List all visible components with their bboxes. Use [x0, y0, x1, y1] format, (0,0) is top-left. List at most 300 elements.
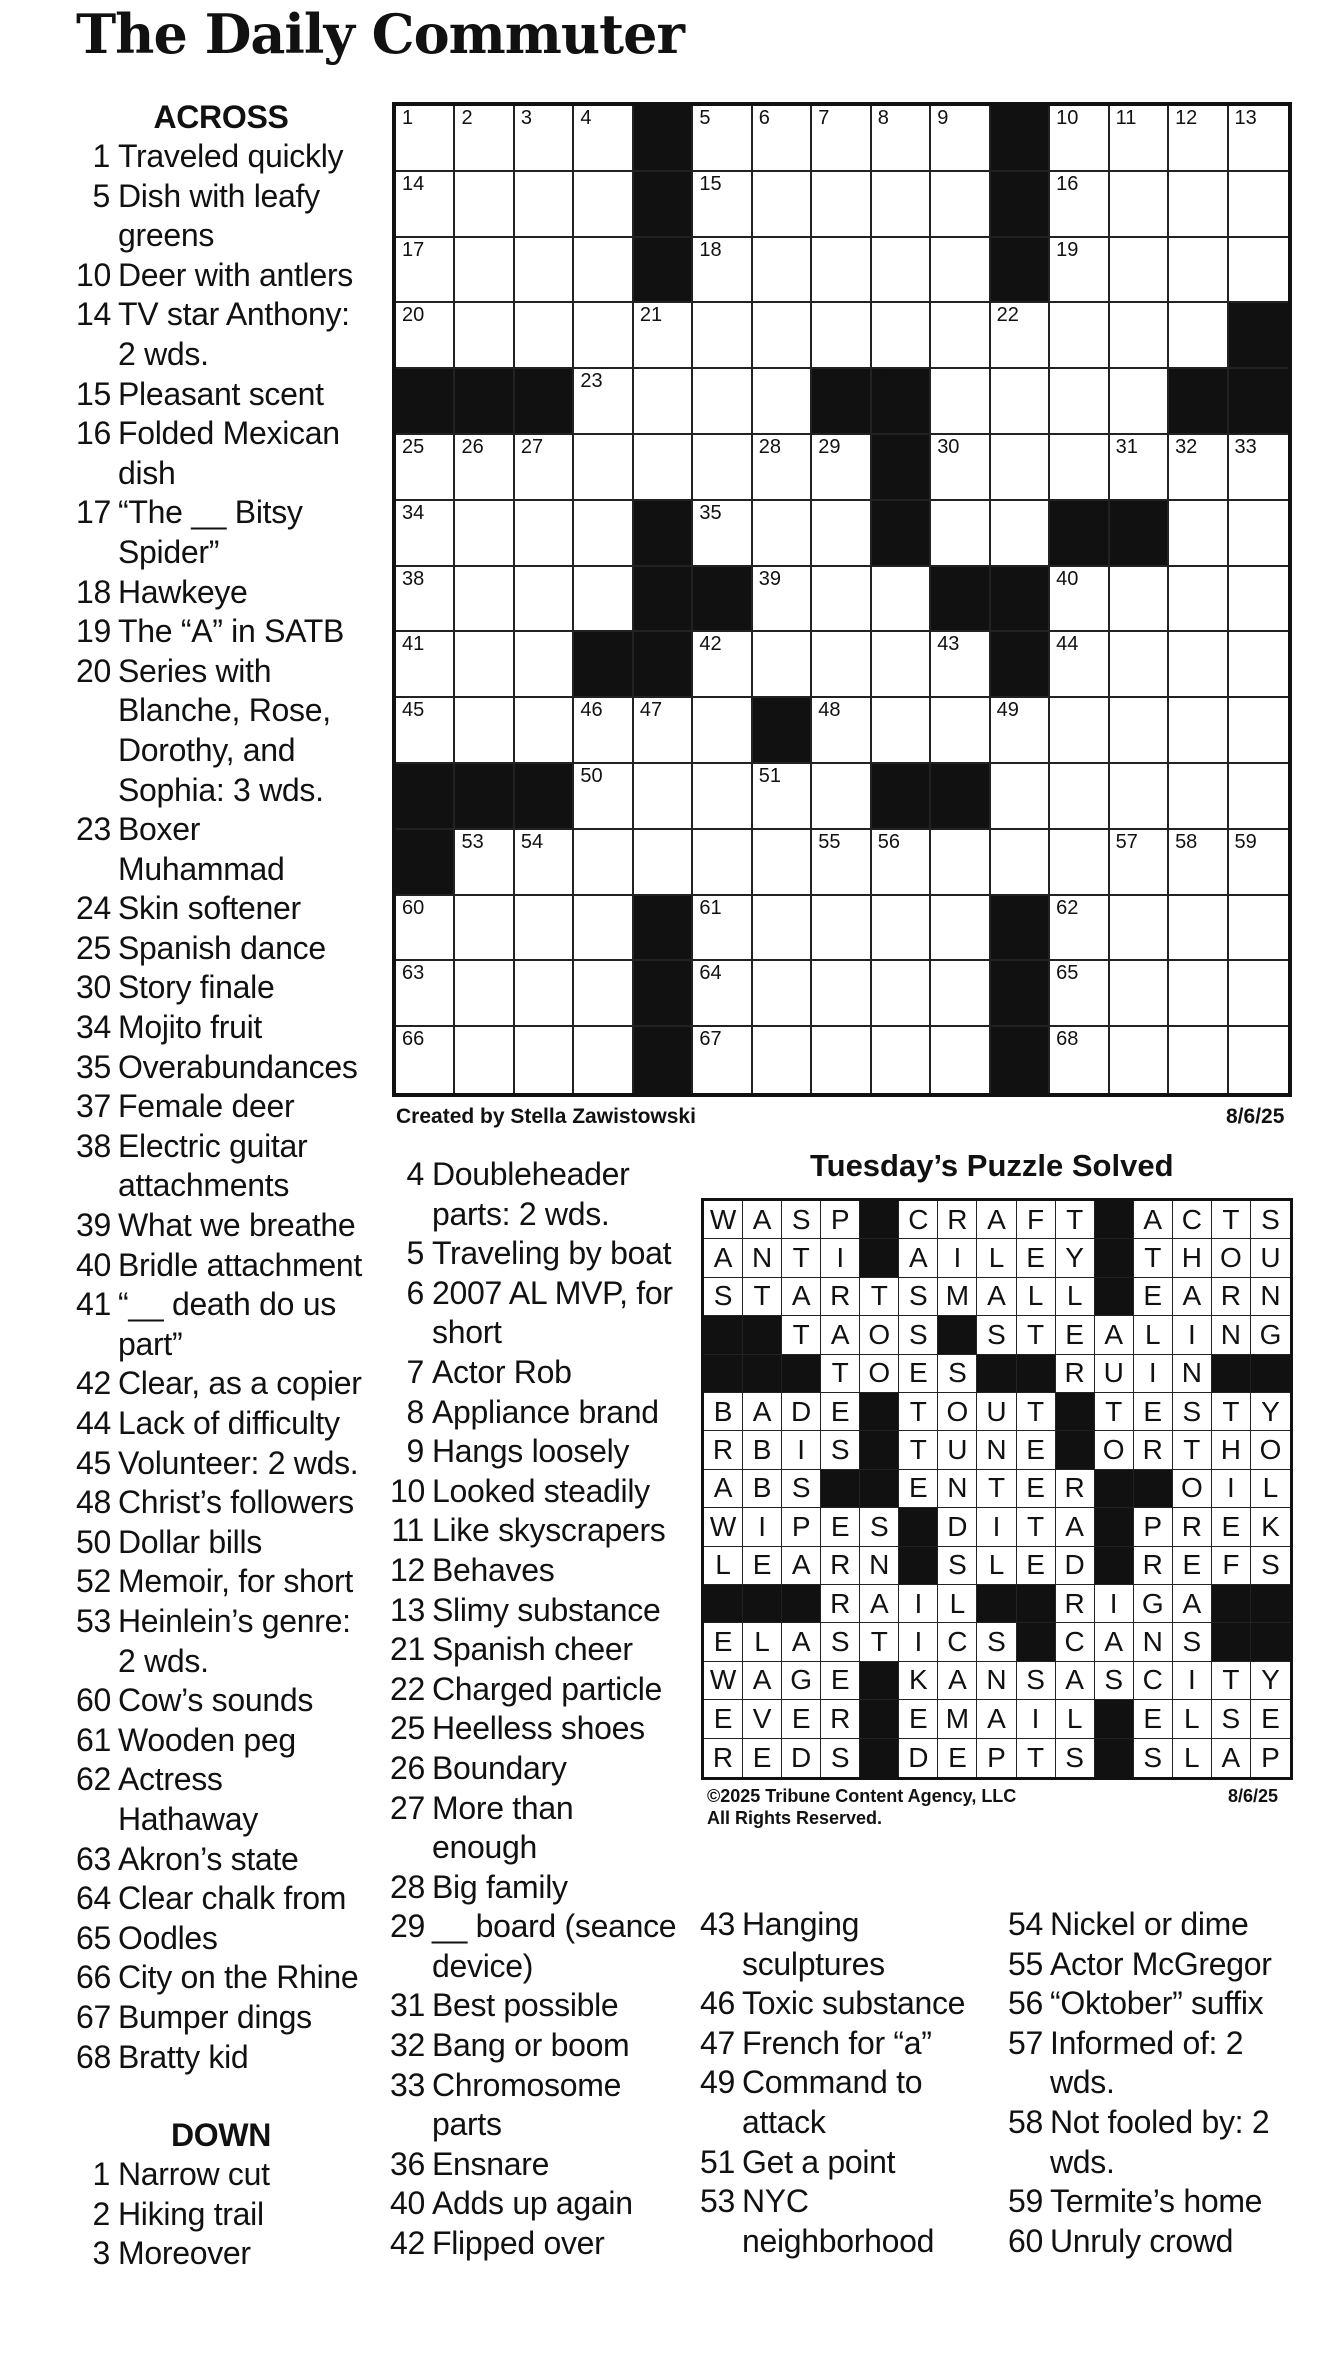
solution-cell — [938, 1623, 977, 1661]
cell-number: 39 — [758, 567, 782, 590]
puzzle-cell[interactable] — [1110, 435, 1169, 501]
puzzle-cell[interactable] — [991, 830, 1050, 896]
solution-cell — [821, 1700, 860, 1738]
puzzle-cell[interactable] — [931, 501, 990, 567]
black-square — [455, 764, 514, 830]
puzzle-cell[interactable] — [455, 172, 514, 238]
clue-text-line: short — [432, 1314, 502, 1351]
puzzle-cell[interactable] — [931, 896, 990, 962]
puzzle-cell[interactable] — [574, 698, 633, 764]
puzzle-cell[interactable] — [931, 632, 990, 698]
solution-letter: I — [797, 1434, 806, 1466]
clue-text-line: NYC — [742, 2183, 809, 2220]
solution-letter: N — [751, 1242, 773, 1274]
puzzle-cell[interactable] — [1050, 238, 1109, 304]
solution-letter: E — [1143, 1280, 1163, 1312]
cell-number: 38 — [402, 567, 425, 590]
down-clue-6 — [390, 1274, 680, 1353]
puzzle-cell[interactable] — [1050, 567, 1109, 633]
puzzle-cell[interactable] — [872, 896, 931, 962]
solution-letter: E — [1026, 1242, 1045, 1274]
solution-black-square — [1251, 1355, 1290, 1393]
puzzle-cell[interactable] — [634, 698, 693, 764]
solution-letter: A — [987, 1203, 1006, 1235]
puzzle-cell[interactable] — [693, 632, 752, 698]
across-clue-14 — [76, 295, 366, 374]
puzzle-cell[interactable] — [1110, 632, 1169, 698]
puzzle-cell[interactable] — [515, 961, 574, 1027]
cell-number: 9 — [937, 107, 949, 129]
cell-number: 23 — [580, 370, 603, 393]
solution-letter: F — [1027, 1203, 1045, 1235]
solution-black-square — [1095, 1278, 1134, 1316]
cell-number: 34 — [402, 501, 425, 524]
puzzle-cell[interactable] — [515, 830, 574, 896]
puzzle-cell[interactable] — [931, 1027, 990, 1093]
puzzle-cell[interactable] — [515, 106, 574, 172]
puzzle-cell[interactable] — [1169, 303, 1228, 369]
across-clue-65 — [76, 1919, 366, 1959]
puzzle-cell[interactable] — [1169, 501, 1228, 567]
puzzle-cell[interactable] — [872, 567, 931, 633]
puzzle-cell[interactable] — [812, 632, 871, 698]
puzzle-cell[interactable] — [574, 369, 633, 435]
clue-number: 68 — [76, 2038, 111, 2075]
puzzle-cell[interactable] — [455, 698, 514, 764]
puzzle-cell[interactable] — [1169, 632, 1228, 698]
puzzle-cell[interactable] — [1229, 501, 1288, 567]
puzzle-cell[interactable] — [872, 698, 931, 764]
puzzle-cell[interactable] — [396, 567, 455, 633]
puzzle-cell[interactable] — [1050, 961, 1109, 1027]
puzzle-cell[interactable] — [1110, 369, 1169, 435]
clue-number: 15 — [76, 375, 111, 412]
clue-number: 7 — [406, 1353, 424, 1390]
puzzle-cell[interactable] — [515, 303, 574, 369]
puzzle-cell[interactable] — [1050, 1027, 1109, 1093]
black-square — [872, 369, 931, 435]
solution-cell — [821, 1585, 860, 1623]
puzzle-cell[interactable] — [1229, 435, 1288, 501]
down-clue-59 — [1008, 2182, 1308, 2222]
solution-letter: E — [1261, 1702, 1280, 1734]
clue-text-line: Best possible — [432, 1987, 619, 2024]
solution-cell — [1173, 1662, 1212, 1700]
across-clue-1 — [76, 137, 366, 177]
puzzle-cell[interactable] — [693, 303, 752, 369]
puzzle-cell[interactable] — [931, 238, 990, 304]
solution-letter: U — [1103, 1357, 1124, 1389]
puzzle-cell[interactable] — [753, 369, 812, 435]
puzzle-cell[interactable] — [1110, 238, 1169, 304]
puzzle-cell[interactable] — [693, 238, 752, 304]
puzzle-cell[interactable] — [1229, 567, 1288, 633]
puzzle-cell[interactable] — [574, 501, 633, 567]
solution-cell — [1134, 1316, 1173, 1354]
clue-number: 59 — [1008, 2183, 1043, 2220]
puzzle-cell[interactable] — [812, 896, 871, 962]
puzzle-cell[interactable] — [931, 303, 990, 369]
solution-black-square — [1212, 1585, 1251, 1623]
solution-cell — [860, 1355, 899, 1393]
solution-cell — [938, 1239, 977, 1277]
puzzle-cell[interactable] — [693, 172, 752, 238]
solution-letter: K — [1261, 1510, 1280, 1542]
solution-letter: P — [1261, 1741, 1280, 1773]
puzzle-cell[interactable] — [1050, 435, 1109, 501]
puzzle-cell[interactable] — [693, 1027, 752, 1093]
puzzle-cell[interactable] — [1169, 567, 1228, 633]
puzzle-cell[interactable] — [1050, 369, 1109, 435]
puzzle-cell[interactable] — [812, 698, 871, 764]
puzzle-cell[interactable] — [396, 698, 455, 764]
puzzle-cell[interactable] — [1169, 1027, 1228, 1093]
puzzle-cell[interactable] — [931, 961, 990, 1027]
solution-letter: I — [1109, 1587, 1118, 1619]
puzzle-cell[interactable] — [931, 435, 990, 501]
puzzle-cell[interactable] — [1229, 764, 1288, 830]
puzzle-cell[interactable] — [396, 501, 455, 567]
puzzle-cell[interactable] — [515, 698, 574, 764]
clue-number: 54 — [1008, 1906, 1043, 1942]
solution-cell — [860, 1508, 899, 1546]
puzzle-cell[interactable] — [455, 567, 514, 633]
across-clue-5 — [76, 177, 366, 256]
puzzle-cell[interactable] — [1050, 764, 1109, 830]
puzzle-cell[interactable] — [396, 238, 455, 304]
puzzle-cell[interactable] — [396, 896, 455, 962]
solution-cell — [899, 1316, 938, 1354]
puzzle-cell[interactable] — [515, 435, 574, 501]
puzzle-cell[interactable] — [1169, 764, 1228, 830]
clue-number: 61 — [76, 1721, 111, 1758]
puzzle-cell[interactable] — [515, 896, 574, 962]
clue-text-line: Bratty kid — [118, 2038, 249, 2075]
puzzle-cell[interactable] — [1110, 1027, 1169, 1093]
down-clue-60 — [1008, 2222, 1308, 2262]
solution-letter: T — [1105, 1395, 1123, 1427]
solution-letter: V — [752, 1702, 772, 1734]
puzzle-cell[interactable] — [1110, 567, 1169, 633]
puzzle-cell[interactable] — [455, 830, 514, 896]
clue-text-line: part” — [118, 1325, 183, 1362]
puzzle-cell[interactable] — [634, 435, 693, 501]
puzzle-cell[interactable] — [1050, 172, 1109, 238]
clue-text-line: Boundary — [432, 1749, 567, 1786]
down-clue-list-part1 — [76, 2155, 366, 2274]
black-square — [574, 632, 633, 698]
puzzle-cell[interactable] — [1110, 961, 1169, 1027]
cell-number: 29 — [818, 436, 841, 458]
puzzle-cell[interactable] — [1229, 632, 1288, 698]
puzzle-cell[interactable] — [396, 303, 455, 369]
puzzle-cell[interactable] — [1229, 106, 1288, 172]
puzzle-cell[interactable] — [991, 303, 1050, 369]
puzzle-cell[interactable] — [634, 830, 693, 896]
puzzle-cell[interactable] — [515, 567, 574, 633]
across-clue-66 — [76, 1958, 366, 1998]
puzzle-cell[interactable] — [991, 501, 1050, 567]
puzzle-cell[interactable] — [693, 501, 752, 567]
puzzle-cell[interactable] — [872, 830, 931, 896]
puzzle-cell[interactable] — [1169, 961, 1228, 1027]
puzzle-cell[interactable] — [753, 961, 812, 1027]
puzzle-cell[interactable] — [753, 172, 812, 238]
puzzle-cell[interactable] — [872, 1027, 931, 1093]
puzzle-cell[interactable] — [455, 435, 514, 501]
solution-cell — [821, 1662, 860, 1700]
solution-letter: A — [791, 1549, 811, 1581]
puzzle-cell[interactable] — [1050, 632, 1109, 698]
puzzle-cell[interactable] — [812, 567, 871, 633]
puzzle-cell[interactable] — [1229, 961, 1288, 1027]
puzzle-cell[interactable] — [396, 1027, 455, 1093]
puzzle-cell[interactable] — [1229, 1027, 1288, 1093]
solution-letter: S — [791, 1472, 811, 1504]
puzzle-cell[interactable] — [812, 435, 871, 501]
puzzle-cell[interactable] — [574, 830, 633, 896]
solution-letter: A — [1143, 1203, 1163, 1235]
puzzle-cell[interactable] — [515, 501, 574, 567]
solution-black-square — [782, 1355, 821, 1393]
clue-text-line: Story finale — [118, 969, 275, 1006]
puzzle-cell[interactable] — [753, 435, 812, 501]
puzzle-cell[interactable] — [1110, 106, 1169, 172]
puzzle-cell[interactable] — [1169, 172, 1228, 238]
puzzle-cell[interactable] — [574, 764, 633, 830]
puzzle-cell[interactable] — [455, 961, 514, 1027]
puzzle-cell[interactable] — [1050, 698, 1109, 764]
puzzle-cell[interactable] — [1229, 172, 1288, 238]
solution-heading: Tuesday’s Puzzle Solved — [810, 1148, 1174, 1183]
clue-text-line: Female deer — [118, 1088, 295, 1125]
puzzle-cell[interactable] — [693, 830, 752, 896]
puzzle-cell[interactable] — [812, 303, 871, 369]
puzzle-cell[interactable] — [396, 106, 455, 172]
puzzle-cell[interactable] — [634, 764, 693, 830]
across-clue-44 — [76, 1404, 366, 1444]
puzzle-cell[interactable] — [1229, 830, 1288, 896]
puzzle-cell[interactable] — [574, 961, 633, 1027]
solution-cell — [1251, 1470, 1290, 1508]
solution-cell — [1134, 1585, 1173, 1623]
puzzle-cell[interactable] — [1050, 896, 1109, 962]
puzzle-cell[interactable] — [753, 896, 812, 962]
puzzle-cell[interactable] — [812, 172, 871, 238]
puzzle-cell[interactable] — [753, 1027, 812, 1093]
puzzle-cell[interactable] — [693, 435, 752, 501]
puzzle-cell[interactable] — [1050, 830, 1109, 896]
puzzle-cell[interactable] — [693, 896, 752, 962]
down-clue-22 — [390, 1670, 680, 1710]
puzzle-cell[interactable] — [1169, 435, 1228, 501]
puzzle-cell[interactable] — [396, 435, 455, 501]
puzzle-cell[interactable] — [753, 764, 812, 830]
solution-letter: A — [713, 1242, 733, 1274]
clue-number: 53 — [700, 2183, 735, 2220]
solution-cell — [1212, 1393, 1251, 1431]
across-clue-15 — [76, 375, 366, 415]
puzzle-cell[interactable] — [812, 1027, 871, 1093]
solution-letter: A — [948, 1664, 967, 1696]
puzzle-cell[interactable] — [574, 238, 633, 304]
solution-letter: R — [1142, 1434, 1163, 1466]
clue-text-line: Volunteer: 2 wds. — [118, 1444, 359, 1481]
puzzle-cell[interactable] — [872, 961, 931, 1027]
puzzle-cell[interactable] — [574, 303, 633, 369]
solution-letter: R — [830, 1549, 851, 1581]
puzzle-cell[interactable] — [515, 1027, 574, 1093]
puzzle-cell[interactable] — [753, 501, 812, 567]
puzzle-cell[interactable] — [1169, 238, 1228, 304]
across-clue-62 — [76, 1760, 366, 1839]
puzzle-cell[interactable] — [574, 106, 633, 172]
puzzle-cell[interactable] — [1229, 896, 1288, 962]
puzzle-cell[interactable] — [753, 106, 812, 172]
puzzle-cell[interactable] — [693, 369, 752, 435]
puzzle-cell[interactable] — [455, 632, 514, 698]
puzzle-cell[interactable] — [1050, 303, 1109, 369]
puzzle-cell[interactable] — [455, 303, 514, 369]
puzzle-cell[interactable] — [753, 632, 812, 698]
puzzle-cell[interactable] — [574, 896, 633, 962]
black-square — [693, 567, 752, 633]
solution-letter: R — [712, 1741, 734, 1773]
puzzle-cell[interactable] — [991, 435, 1050, 501]
down-clue-28 — [390, 1868, 680, 1908]
puzzle-cell[interactable] — [753, 303, 812, 369]
puzzle-cell[interactable] — [634, 369, 693, 435]
puzzle-cell[interactable] — [1110, 764, 1169, 830]
solution-black-square — [860, 1700, 899, 1738]
puzzle-cell[interactable] — [1050, 106, 1109, 172]
black-square — [515, 764, 574, 830]
across-clue-20 — [76, 652, 366, 810]
puzzle-cell[interactable] — [931, 698, 990, 764]
puzzle-cell[interactable] — [931, 830, 990, 896]
black-square — [1110, 501, 1169, 567]
puzzle-cell[interactable] — [693, 764, 752, 830]
solution-black-square — [860, 1431, 899, 1469]
puzzle-cell[interactable] — [515, 238, 574, 304]
puzzle-cell[interactable] — [396, 172, 455, 238]
cell-number: 68 — [1056, 1028, 1079, 1051]
puzzle-cell[interactable] — [753, 567, 812, 633]
puzzle-cell[interactable] — [1229, 698, 1288, 764]
puzzle-cell[interactable] — [1110, 303, 1169, 369]
solution-black-square — [860, 1739, 899, 1777]
puzzle-cell[interactable] — [931, 369, 990, 435]
puzzle-cell[interactable] — [455, 106, 514, 172]
clue-number: 17 — [76, 494, 111, 531]
puzzle-cell[interactable] — [1110, 172, 1169, 238]
puzzle-cell[interactable] — [455, 1027, 514, 1093]
cell-number: 14 — [402, 172, 425, 195]
puzzle-cell[interactable] — [931, 172, 990, 238]
clue-number: 2 — [92, 2195, 110, 2232]
puzzle-cell[interactable] — [1169, 896, 1228, 962]
clue-text-line: Unruly crowd — [1050, 2222, 1234, 2259]
puzzle-cell[interactable] — [574, 567, 633, 633]
puzzle-cell[interactable] — [455, 896, 514, 962]
puzzle-cell[interactable] — [396, 632, 455, 698]
puzzle-cell[interactable] — [1110, 830, 1169, 896]
puzzle-cell[interactable] — [991, 698, 1050, 764]
puzzle-cell[interactable] — [812, 830, 871, 896]
puzzle-cell[interactable] — [872, 106, 931, 172]
puzzle-cell[interactable] — [991, 764, 1050, 830]
puzzle-cell[interactable] — [872, 238, 931, 304]
puzzle-cell[interactable] — [693, 698, 752, 764]
down-clue-1 — [76, 2155, 366, 2195]
across-clue-48 — [76, 1483, 366, 1523]
puzzle-cell[interactable] — [812, 106, 871, 172]
puzzle-cell[interactable] — [872, 172, 931, 238]
solution-letter: E — [752, 1741, 772, 1773]
puzzle-cell[interactable] — [515, 632, 574, 698]
solution-letter: A — [1065, 1664, 1084, 1696]
puzzle-cell[interactable] — [455, 501, 514, 567]
clue-text-line: French for “a” — [742, 2024, 932, 2061]
puzzle-cell[interactable] — [872, 303, 931, 369]
puzzle-cell[interactable] — [991, 369, 1050, 435]
solution-letter: C — [1142, 1664, 1163, 1696]
solution-letter: N — [1142, 1626, 1163, 1658]
puzzle-cell[interactable] — [931, 106, 990, 172]
crossword-grid[interactable] — [392, 102, 1292, 1097]
puzzle-cell[interactable] — [753, 830, 812, 896]
puzzle-cell[interactable] — [1229, 238, 1288, 304]
puzzle-cell[interactable] — [574, 1027, 633, 1093]
puzzle-cell[interactable] — [812, 501, 871, 567]
puzzle-cell[interactable] — [693, 106, 752, 172]
puzzle-cell[interactable] — [1169, 106, 1228, 172]
black-square — [872, 501, 931, 567]
clue-number: 60 — [1008, 2222, 1043, 2259]
puzzle-cell[interactable] — [753, 238, 812, 304]
cell-number: 27 — [520, 436, 544, 458]
puzzle-cell[interactable] — [574, 435, 633, 501]
puzzle-cell[interactable] — [515, 172, 574, 238]
solution-letter: S — [1261, 1203, 1280, 1235]
puzzle-cell[interactable] — [693, 961, 752, 1027]
solution-letter: I — [758, 1510, 766, 1542]
puzzle-cell[interactable] — [396, 961, 455, 1027]
puzzle-cell[interactable] — [812, 961, 871, 1027]
puzzle-cell[interactable] — [1110, 896, 1169, 962]
solution-letter: A — [713, 1472, 733, 1504]
clue-text-line: parts — [432, 2106, 502, 2143]
clue-number: 65 — [76, 1919, 111, 1956]
solution-letter: O — [1180, 1472, 1203, 1504]
puzzle-cell[interactable] — [1110, 698, 1169, 764]
solution-letter: D — [791, 1395, 812, 1427]
cell-number: 17 — [402, 238, 425, 261]
puzzle-cell[interactable] — [872, 632, 931, 698]
puzzle-cell[interactable] — [574, 172, 633, 238]
puzzle-cell[interactable] — [812, 764, 871, 830]
solution-letter: T — [1222, 1203, 1240, 1235]
clue-number: 40 — [390, 2185, 425, 2222]
solution-cell — [1173, 1700, 1212, 1738]
puzzle-cell[interactable] — [812, 238, 871, 304]
puzzle-cell[interactable] — [1169, 698, 1228, 764]
solution-cell — [1056, 1623, 1095, 1661]
puzzle-cell[interactable] — [634, 303, 693, 369]
puzzle-cell[interactable] — [455, 238, 514, 304]
puzzle-cell[interactable] — [1169, 830, 1228, 896]
solution-cell — [782, 1739, 821, 1777]
